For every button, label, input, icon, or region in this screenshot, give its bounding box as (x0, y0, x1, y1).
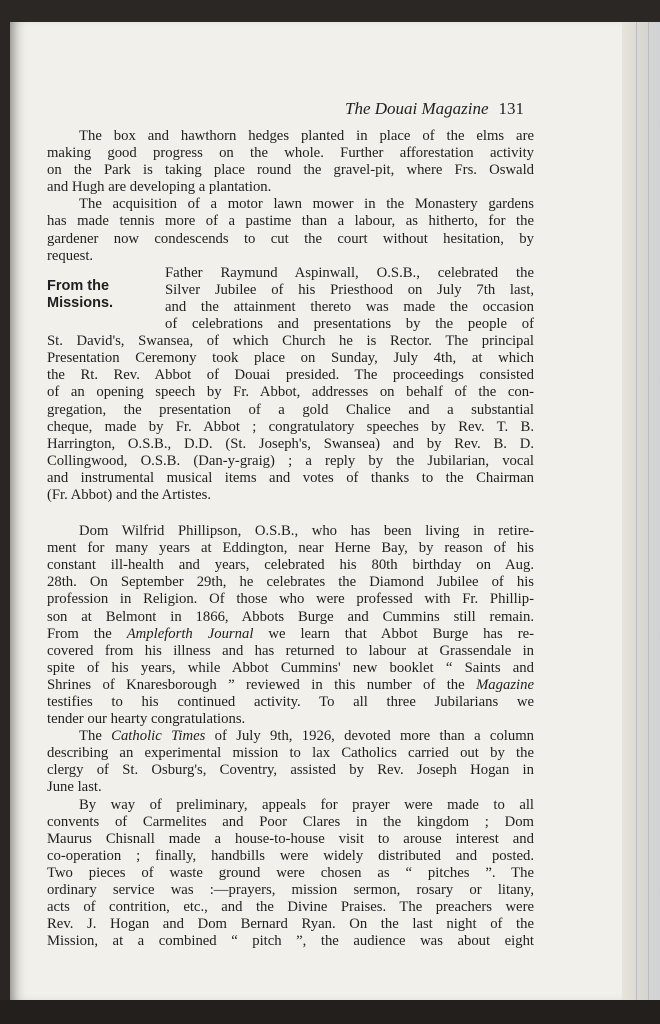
text-line: has made tennis more of a pastime than a labour, as hitherto, for the (47, 213, 534, 230)
text-line: spite of his years, while Abbot Cummins' new booklet “ Saints and (47, 659, 534, 676)
text-line: making good progress on the whole. Further afforestation activity (47, 145, 534, 162)
text-run: From the (47, 625, 127, 642)
text-line: Two pieces of waste ground were chosen as “ pitches ”. The (47, 864, 534, 881)
scan-top-border (0, 0, 660, 22)
paragraph-catholic-times (47, 728, 534, 796)
newspaper-title: Catholic Times (111, 728, 206, 745)
text-line: 28th. On September 29th, he celebrates the Diamond Jubilee of his (47, 574, 534, 591)
page-edge-line (648, 22, 649, 1000)
text-line: gardener now condescends to cut the court without hesitation, by (47, 230, 534, 247)
sidehead-line: From the (47, 278, 110, 294)
text-line: The box and hawthorn hedges planted in place of the elms are (79, 128, 534, 144)
text-line: on the Park is taking place round the gravel-pit, where Frs. Oswald (47, 162, 534, 179)
text-line: co-operation ; finally, handbills were widely distributed and posted. (47, 847, 534, 864)
text-line: profession in Religion. Of those who were professed with Fr. Phillip- (47, 591, 534, 608)
text-line: St. David's, Swansea, of which Church he is Rector. The principal (47, 333, 534, 350)
text-line: testifies to his continued activity. To all three Jubilarians we (47, 694, 534, 710)
text-line: request. (47, 247, 94, 264)
text-line: describing an experimental mission to lax Catholics carried out by the (47, 745, 534, 762)
text-line: ment for many years at Eddington, near Herne Bay, by reason of his (47, 540, 534, 557)
text-line: ordinary service was :—prayers, mission sermon, rosary or litany, (47, 882, 534, 899)
text-line: By way of preliminary, appeals for prayer were made to all (79, 796, 534, 813)
text-line (47, 677, 534, 694)
paragraph-gap (47, 504, 534, 523)
article-body (47, 128, 534, 950)
page-number: 131 (498, 99, 525, 118)
text-line: the Rt. Rev. Abbot of Douai presided. The proceedings consisted (47, 367, 534, 384)
text-line (47, 728, 534, 745)
text-line: Rev. J. Hogan and Dom Bernard Ryan. On the last night of the (47, 916, 534, 933)
text-line: convents of Carmelites and Poor Clares in the kingdom ; Dom (47, 813, 534, 830)
text-line: Maurus Chisnall made a house-to-house visit to arouse interest and (47, 830, 534, 847)
page-edge-line (636, 22, 637, 1000)
paragraph-preliminary (47, 797, 534, 951)
magazine-title: Magazine (476, 676, 534, 693)
text-line: Mission, at a combined “ pitch ”, the audience was about eight (47, 933, 534, 950)
running-title: The Douai Magazine (345, 99, 489, 118)
text-line: Harrington, O.S.B., D.D. (St. Joseph's, Swansea) and by Rev. B. D. (47, 435, 534, 452)
scan-bottom-border (0, 1000, 660, 1024)
text-line: of an opening speech by Fr. Abbot, addresses on behalf of the con- (47, 384, 534, 401)
text-line: gregation, the presentation of a gold Chalice and a substantial (47, 401, 534, 418)
text-run: The (79, 728, 112, 745)
text-line: Presentation Ceremony took place on Sunday, July 4th, at which (47, 350, 534, 367)
text-line: Father Raymund Aspinwall, O.S.B., celebrated the (165, 264, 534, 281)
running-header (345, 99, 540, 119)
text-run: Shrines of Knaresborough ” reviewed in this number of the (47, 676, 477, 693)
text-line: (Fr. Abbot) and the Artistes. (47, 486, 211, 503)
paragraph-hedges (47, 128, 534, 196)
text-line: and instrumental musical items and votes of thanks to the Chairman (47, 469, 534, 486)
text-line: cheque, made by Fr. Abbot ; congratulatory speeches by Rev. T. B. (47, 418, 534, 435)
text-run: of July 9th, 1926, devoted more than a column (205, 728, 534, 745)
text-line: of celebrations and presentations by the people of (165, 316, 534, 333)
text-line: Dom Wilfrid Phillipson, O.S.B., who has been living in retire- (79, 523, 534, 540)
text-line: Silver Jubilee of his Priesthood on July 7th last, (165, 281, 534, 298)
paragraph-phillipson (47, 523, 534, 728)
sidehead-line: Missions. (47, 295, 114, 311)
page-stack-edge (622, 22, 660, 1000)
text-line: and Hugh are developing a plantation. (47, 179, 272, 196)
text-run: we learn that Abbot Burge has re- (253, 625, 535, 642)
text-line: constant ill-health and years, celebrated his 80th birthday on Aug. (47, 557, 534, 574)
text-line (47, 626, 534, 643)
text-line: The acquisition of a motor lawn mower in the Monastery gardens (79, 196, 534, 213)
text-line: son at Belmont in 1866, Abbots Burge and Cummins still remain. (47, 608, 534, 625)
text-line: covered from his illness and has returned to labour at Grassendale in (47, 642, 534, 659)
text-line: tender our hearty congratulations. (47, 711, 246, 728)
text-line: Collingwood, O.S.B. (Dan-y-graig) ; a reply by the Jubilarian, vocal (47, 452, 534, 469)
text-line: and the attainment thereto was made the occasion (165, 298, 534, 315)
journal-title: Ampleforth Journal (126, 625, 254, 642)
text-line: acts of contrition, etc., and the Divine Praises. The preachers were (47, 899, 534, 916)
paragraph-lawn-mower (47, 196, 534, 264)
paragraph-silver-jubilee (47, 265, 534, 504)
text-line: June last. (47, 779, 102, 796)
text-line: clergy of St. Osburg's, Coventry, assisted by Rev. Joseph Hogan in (47, 762, 534, 779)
